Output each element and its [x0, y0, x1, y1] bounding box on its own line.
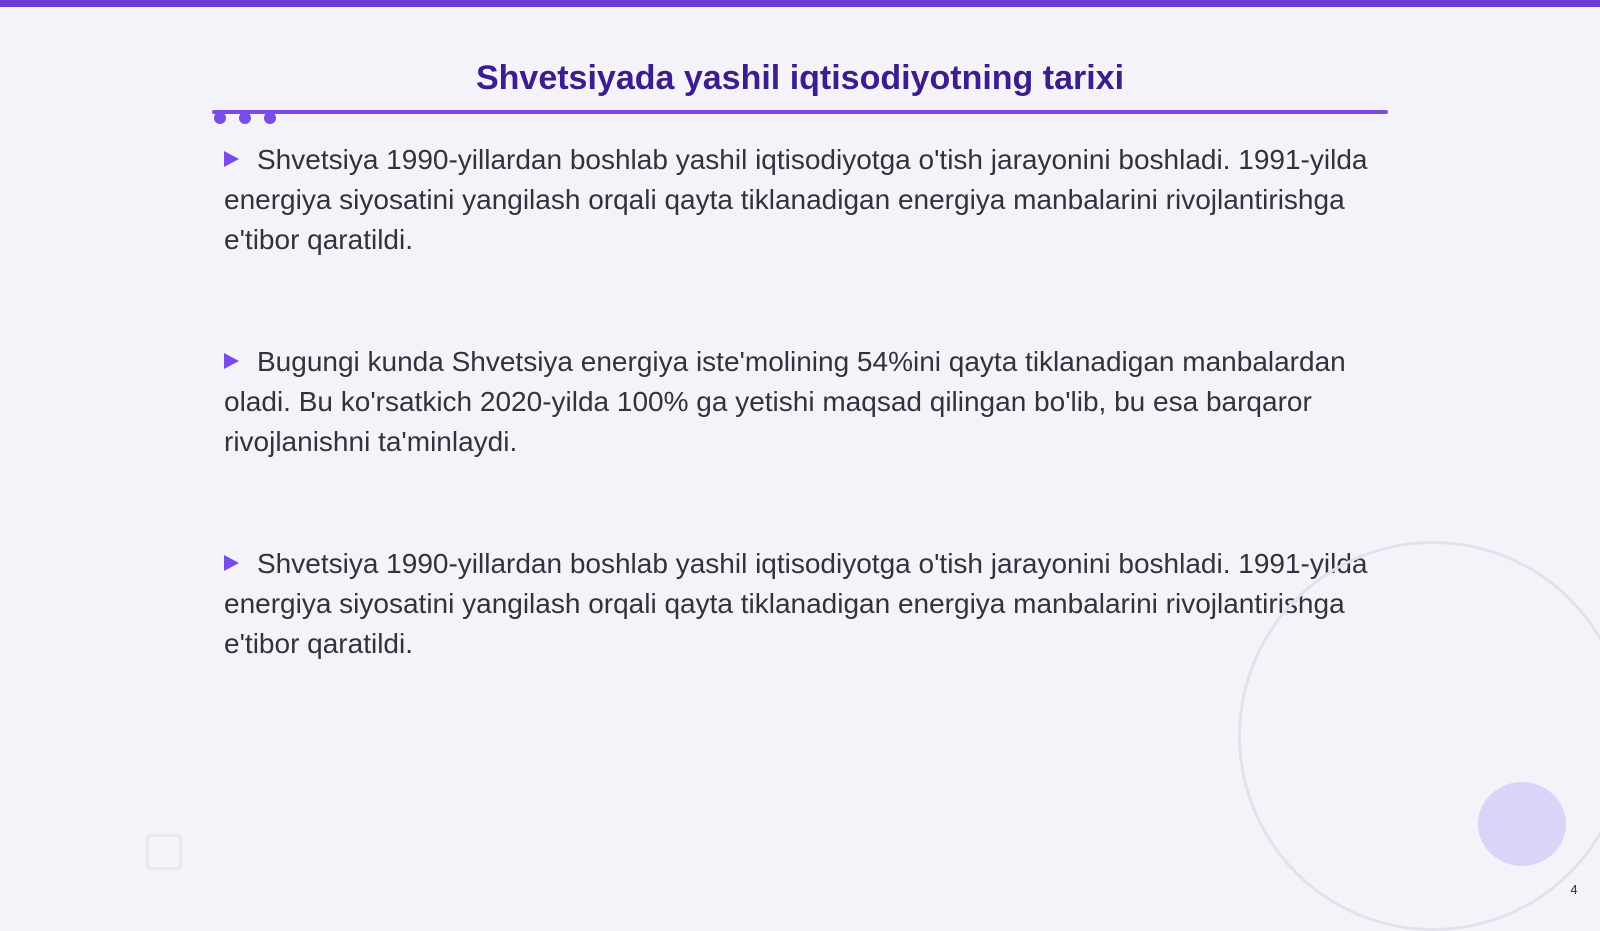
bullet-item [224, 544, 1384, 664]
triangle-right-icon [224, 353, 239, 369]
decorative-disc [1478, 782, 1566, 866]
bullet-item [224, 140, 1384, 260]
underline-dot [264, 112, 276, 124]
underline-dot [214, 112, 226, 124]
bullet-text: Shvetsiya 1990-yillardan boshlab yashil iqtisodiyotga o'tish jarayonini boshladi. 1991-yilda energiya siyosatini yangilash orqali qayta tiklanadigan energiya manbalarini rivojlantirishga e'tibor qaratildi. [224, 144, 1368, 255]
page-number: 4 [1570, 882, 1578, 897]
bullet-text: Shvetsiya 1990-yillardan boshlab yashil iqtisodiyotga o'tish jarayonini boshladi. 1991-yilda energiya siyosatini yangilash orqali qayta tiklanadigan energiya manbalarini rivojlantirishga e'tibor qaratildi. [224, 548, 1368, 659]
triangle-right-icon [224, 151, 239, 167]
decorative-square [146, 834, 182, 870]
decorative-ring [1238, 541, 1600, 931]
slide-title: Shvetsiyada yashil iqtisodiyotning tarixi [475, 59, 1125, 97]
triangle-right-icon [224, 555, 239, 571]
bullet-item [224, 342, 1384, 462]
top-accent-bar [0, 0, 1600, 7]
title-underline [212, 110, 1388, 114]
bullet-text: Bugungi kunda Shvetsiya energiya iste'molining 54%ini qayta tiklanadigan manbalardan oladi. Bu ko'rsatkich 2020-yilda 100% ga yetishi maqsad qilingan bo'lib, bu esa barqaror rivojlanishni ta'minlaydi. [224, 346, 1346, 457]
bullet-list [224, 140, 1384, 664]
underline-dot [239, 112, 251, 124]
